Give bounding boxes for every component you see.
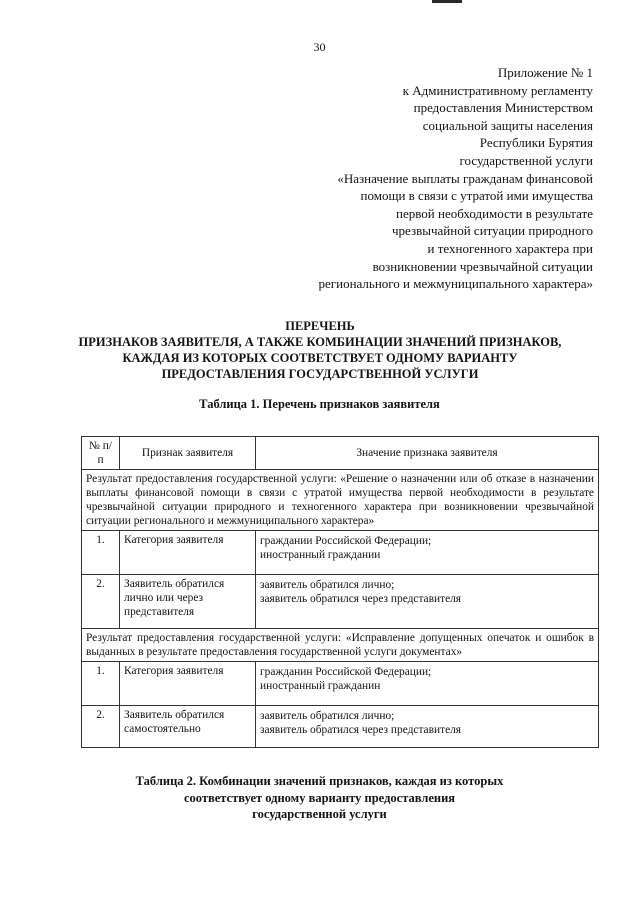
row-number: 1. [82, 662, 120, 706]
row-value: заявитель обратился лично; [260, 710, 395, 722]
row-values [256, 662, 599, 706]
scan-mark [432, 0, 462, 3]
row-number: 2. [82, 706, 120, 748]
appendix-line: первой необходимости в результате [396, 205, 593, 221]
row-feature: Категория заявителя [120, 662, 256, 706]
table-row [82, 575, 599, 629]
table2-caption-line: государственной услуги [252, 807, 387, 821]
appendix-line: «Назначение выплаты гражданам финансовой [337, 170, 593, 186]
row-values [256, 706, 599, 748]
table2-caption [0, 773, 639, 823]
row-number: 2. [82, 575, 120, 629]
row-value: иностранный граждании [260, 549, 381, 561]
appendix-line: и техногенного характера при [427, 240, 593, 256]
row-feature: Заявитель обратился самостоятельно [120, 706, 256, 748]
appendix-line: регионального и межмуниципального характера» [318, 276, 593, 292]
group-header-row [82, 629, 599, 662]
appendix-line: предоставления Министерством [413, 100, 593, 116]
table-row [82, 531, 599, 575]
title-line: ПРИЗНАКОВ ЗАЯВИТЕЛЯ, А ТАКЖЕ КОМБИНАЦИИ ЗНАЧЕНИЙ ПРИЗНАКОВ, [78, 335, 562, 349]
table2-caption-line: Таблица 2. Комбинации значений признаков, каждая из которых [135, 774, 504, 788]
row-value: заявитель обратился через представителя [260, 724, 462, 736]
title-line: КАЖДАЯ ИЗ КОТОРЫХ СООТВЕТСТВУЕТ ОДНОМУ ВАРИАНТУ [122, 351, 518, 365]
row-feature: Заявитель обратился лично или через представителя [120, 575, 256, 629]
appendix-line: к Административному регламенту [402, 82, 593, 98]
table-header-row [82, 437, 599, 470]
row-values [256, 531, 599, 575]
group-result-text: Результат предоставления государственной услуги: «Решение о назначении или об отказе в назначении выплаты финансовой помощи в связи с утратой имущества первой необходимости в результате чрезвычайной ситуации природного и техногенного характера при возникновении чрезвычайной ситуации регионального и межмуниципального характера» [82, 470, 599, 531]
appendix-line: чрезвычайной ситуации природного [392, 223, 593, 239]
header-value: Значение признака заявителя [256, 437, 599, 470]
appendix-line: Республики Бурятия [479, 135, 593, 151]
row-values [256, 575, 599, 629]
row-value: иностранный гражданин [260, 680, 381, 692]
table-row [82, 706, 599, 748]
appendix-line: Приложение № 1 [497, 65, 593, 80]
table1-applicant-features [81, 436, 599, 748]
row-number: 1. [82, 531, 120, 575]
header-feature: Признак заявителя [120, 437, 256, 470]
title-line: ПЕРЕЧЕНЬ [285, 319, 355, 333]
table-row [82, 662, 599, 706]
group-result-text: Результат предоставления государственной услуги: «Исправление допущенных опечаток и ошибок в выданных в результате предоставления государственной услуги документах» [82, 629, 599, 662]
appendix-line: государственной услуги [459, 152, 593, 168]
row-feature: Категория заявителя [120, 531, 256, 575]
row-value: гражданин Российской Федерации; [260, 666, 432, 678]
row-value: заявитель обратился через представителя [260, 593, 462, 605]
appendix-line: социальной защиты населения [422, 117, 593, 133]
group-header-row [82, 470, 599, 531]
page-number: 30 [313, 40, 326, 54]
appendix-line: помощи в связи с утратой ими имущества [360, 188, 593, 204]
row-value: заявитель обратился лично; [260, 579, 395, 591]
appendix-heading [193, 64, 593, 293]
header-number: № п/п [82, 437, 120, 470]
row-value: граждании Российской Федерации; [260, 535, 432, 547]
appendix-line: возникновении чрезвычайной ситуации [372, 258, 593, 274]
title-line: ПРЕДОСТАВЛЕНИЯ ГОСУДАРСТВЕННОЙ УСЛУГИ [161, 367, 479, 381]
table1-caption: Таблица 1. Перечень признаков заявителя [199, 397, 440, 411]
table2-caption-line: соответствует одному варианту предоставления [183, 790, 456, 805]
document-title [40, 318, 600, 382]
